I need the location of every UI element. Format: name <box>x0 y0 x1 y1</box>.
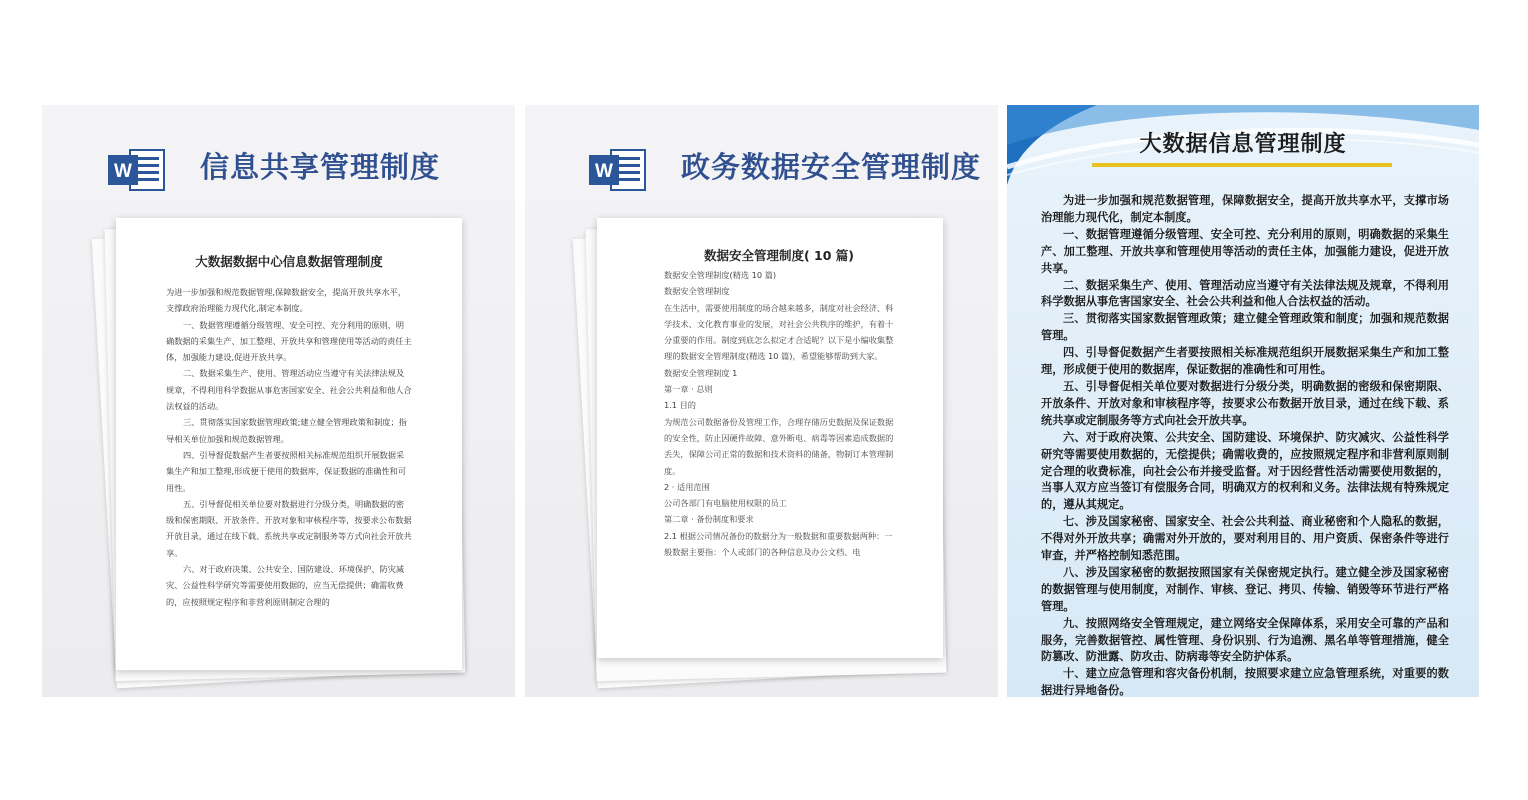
document-paragraph: 四、引导督促数据产生者要按照相关标准规范组织开展数据采集生产和加工整理,形成便于使用的数据库，保证数据的准确性和可用性。 <box>166 449 407 493</box>
document-line: 数据安全管理制度 <box>664 286 730 297</box>
document-paragraph: 六、对于政府决策、公共安全、国防建设、环境保护、防灾减灾、公益性科学研究等需要使用数据的，应当无偿提供；确需收费的，应按照规定程序和非营利原则制定合理的 <box>166 564 405 607</box>
svg-text:W: W <box>595 161 613 182</box>
document-title: 数据安全管理制度( 10 篇) <box>703 248 855 263</box>
poster-paragraph: 七、涉及国家秘密、国家安全、社会公共利益、商业秘密和个人隐私的数据，不得对外开放共享；确需对外开放的，要对利用目的、用户资质、保密条件等进行审查，并严格控制知悉范围。 <box>1041 515 1449 563</box>
document-paragraph: 五、引导督促相关单位要对数据进行分级分类，明确数据的密级和保密期限、开放条件、开放对象和审核程序等，按要求公布数据开放目录，通过在线下载、系统共享或定制服务等方式向社会开放共享。 <box>166 498 412 558</box>
panel-title: 政务数据安全管理制度 <box>681 150 982 184</box>
preview-panel-gov-data-security[interactable] <box>525 105 998 697</box>
poster-paragraph: 八、涉及国家秘密的数据按照国家有关保密规定执行。建立健全涉及国家秘密的数据管理与使用制度，对制作、审核、登记、拷贝、传输、销毁等环节进行严格管理。 <box>1041 565 1449 613</box>
poster-paragraph: 二、数据采集生产、使用、管理活动应当遵守有关法律法规及规章，不得利用科学数据从事危害国家安全、社会公共利益和他人合法权益的活动。 <box>1041 278 1449 309</box>
panel-title: 信息共享管理制度 <box>200 150 441 184</box>
document-line: 第一章 · 总则 <box>664 384 713 395</box>
poster-paragraph: 十、建立应急管理和容灾备份机制，按照要求建立应急管理系统，对重要的数据进行异地备份。 <box>1041 667 1449 697</box>
document-line: 2.1 根据公司情况备份的数据分为一般数据和重要数据两种：一般数据主要指：个人或部门的各种信息及办公文档、电 <box>664 530 893 558</box>
document-paragraph: 一、数据管理遵循分级管理、安全可控、充分利用的原则，明确数据的采集生产、加工整理、开放共享和管理使用等活动的责任主体，加强能力建设,促进开放共享。 <box>166 319 412 363</box>
document-page <box>116 218 462 670</box>
document-line: 在生活中，需要使用制度的场合越来越多，制度对社会经济、科学技术、文化教育事业的发展，对社会公共秩序的维护，有着十分重要的作用。制度到底怎么拟定才合适呢？以下是小编收集整理的数据安全管理制度(精选 10 篇)，希望能够帮助到大家。 <box>664 302 894 362</box>
poster-paragraph: 九、按照网络安全管理规定，建立网络安全保障体系，采用安全可靠的产品和服务，完善数据管控、属性管理、身份识别、行为追溯、黑名单等管理措施，健全防篡改、防泄露、防攻击、防病毒等安全防护体系。 <box>1041 616 1449 664</box>
document-line: 第二章 · 备份制度和要求 <box>664 514 754 525</box>
word-icon <box>589 147 647 193</box>
poster-paragraph: 一、数据管理遵循分级管理、安全可控、充分利用的原则，明确数据的采集生产、加工整理、开放共享和管理使用等活动的责任主体，加强能力建设，促进开放共享。 <box>1041 227 1449 275</box>
document-page <box>597 218 943 658</box>
document-title: 大数据数据中心信息数据管理制度 <box>195 254 383 269</box>
preview-panel-info-sharing[interactable] <box>42 105 515 697</box>
document-line: 数据安全管理制度 1 <box>664 367 738 378</box>
document-line: 1.1 目的 <box>664 400 696 411</box>
poster-paragraph: 四、引导督促数据产生者要按照相关标准规范组织开展数据采集生产和加工整理，形成便于使用的数据库，保证数据的准确性和可用性。 <box>1041 346 1449 377</box>
poster-paragraph: 三、贯彻落实国家数据管理政策；建立健全管理政策和制度；加强和规范数据管理。 <box>1041 312 1449 343</box>
poster-paragraph: 五、引导督促相关单位要对数据进行分级分类，明确数据的密级和保密期限、开放条件、开放对象和审核程序等，按要求公布数据开放目录，通过在线下载、系统共享或定制服务等方式向社会开放共享。 <box>1041 379 1449 427</box>
document-line: 数据安全管理制度(精选 10 篇) <box>664 270 777 280</box>
document-body <box>166 284 412 610</box>
document-paragraph: 为进一步加强和规范数据管理,保障数据安全，提高开放共享水平，支撑政府治理能力现代化,制定本制度。 <box>166 287 407 314</box>
document-line: 2 · 适用范围 <box>664 481 710 492</box>
document-paragraph: 三、贯彻落实国家数据管理政策;建立健全管理政策和制度；指导相关单位加强和规范数据管理。 <box>166 417 407 444</box>
poster-body <box>1041 193 1449 697</box>
svg-text:W: W <box>114 161 132 182</box>
document-line: 为规范公司数据备份及管理工作，合理存储历史数据及保证数据的安全性，防止因硬件故障、意外断电、病毒等因素造成数据的丢失，保障公司正常的数据和技术资料的储备，物制订本管理制度。 <box>664 416 894 476</box>
poster-paragraph: 为进一步加强和规范数据管理，保障数据安全，提高开放共享水平，支撑市场治理能力现代化，制定本制度。 <box>1041 194 1449 224</box>
document-paragraph: 二、数据采集生产、使用、管理活动应当遵守有关法律法规及规章，不得利用科学数据从事危害国家安全、社会公共利益和他人合法权益的活动。 <box>166 368 412 412</box>
preview-panel-big-data-poster[interactable] <box>1007 105 1479 697</box>
poster-paragraph: 六、对于政府决策、公共安全、国防建设、环境保护、防灾减灾、公益性科学研究等需要使用数据的，无偿提供；确需收费的，应按照规定程序和非营利原则制定合理的收费标准，向社会公布并接受监督。对于因经营性活动需要使用数据的，当事人双方应当签订有偿服务合同，明确双方的权利和义务。法律法规有特殊规定的，遵从其规定。 <box>1041 430 1449 512</box>
title-underline <box>1092 163 1392 167</box>
word-icon <box>108 147 166 193</box>
document-body <box>664 267 894 560</box>
poster-title: 大数据信息管理制度 <box>1139 132 1347 157</box>
document-line: 公司各部门有电脑使用权限的员工 <box>664 498 787 509</box>
